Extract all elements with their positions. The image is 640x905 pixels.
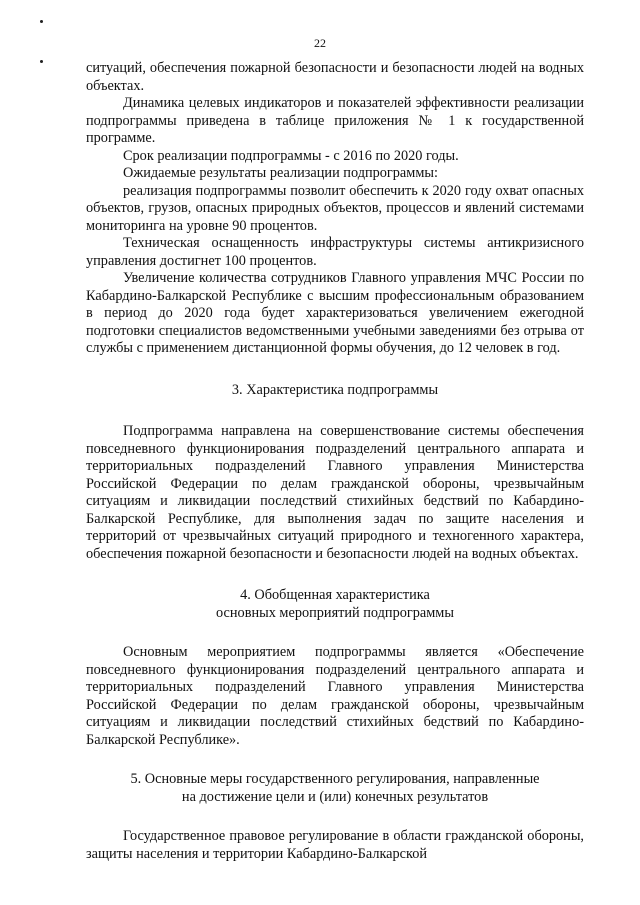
scan-dot (40, 60, 43, 63)
section-heading-5-line1: 5. Основные меры государственного регулирования, направленные (130, 771, 540, 787)
scan-dot (40, 20, 43, 23)
section-5-text: Государственное правовое регулирование в области гражданской обороны, защиты населения и территории Кабардино-Балкарской (86, 828, 584, 862)
section-3-text: Подпрограмма направлена на совершенствование системы обеспечения повседневного функционирования подразделений центрального аппарата и территориальных подразделений Главного управления Министерства Российской Федерации по делам гражданской обороны, чрезвычайным ситуациям и ликвидации последствий стихийных бедствий по Кабардино-Балкарской Республике, для выполнения задач по защите населения и территорий от чрезвычайных ситуаций природного и техногенного характера, обеспечения пожарной безопасности и безопасности людей на водных объектах. (86, 423, 584, 562)
section-heading-3: 3. Характеристика подпрограммы (231, 381, 439, 398)
section-heading-4-line1: 4. Обобщенная характеристика (240, 587, 430, 603)
paragraph: Техническая оснащенность инфраструктуры системы антикризисного управления достигнет 100 процентов. (86, 235, 584, 269)
section-heading-4-line2: основных мероприятий подпрограммы (216, 604, 454, 621)
paragraph: ситуаций, обеспечения пожарной безопасности и безопасности людей на водных объектах. (86, 60, 584, 94)
paragraph: Динамика целевых индикаторов и показателей эффективности реализации подпрограммы приведена в таблице приложения № 1 к государственной программе. (86, 95, 584, 146)
document-body (86, 60, 584, 863)
paragraph: Срок реализации подпрограммы - с 2016 по 2020 годы. (123, 147, 459, 164)
section-4-text: Основным мероприятием подпрограммы является «Обеспечение повседневного функционирования подразделений центрального аппарата и территориальных подразделений Главного управления Министерства Российской Федерации по делам гражданской обороны, чрезвычайным ситуациям и ликвидации последствий стихийных бедствий по Кабардино-Балкарской Республике». (86, 644, 584, 748)
paragraph: реализация подпрограммы позволит обеспечить к 2020 году охват опасных объектов, грузов, опасных природных объектов, процессов и явлений системами мониторинга на уровне 90 процентов. (86, 182, 584, 234)
paragraph: Ожидаемые результаты реализации подпрограммы: (123, 165, 438, 181)
section-heading-5-line2: на достижение цели и (или) конечных результатов (181, 788, 489, 805)
page-number: 22 (314, 36, 326, 50)
paragraph: Увеличение количества сотрудников Главного управления МЧС России по Кабардино-Балкарской Республике с высшим профессиональным образованием в период до 2020 года будет характеризоваться увеличением ежегодной подготовки специалистов ведомственными учебными заведениями без отрыва от службы с применением дистанционной формы обучения, до 12 человек в год. (86, 270, 584, 356)
